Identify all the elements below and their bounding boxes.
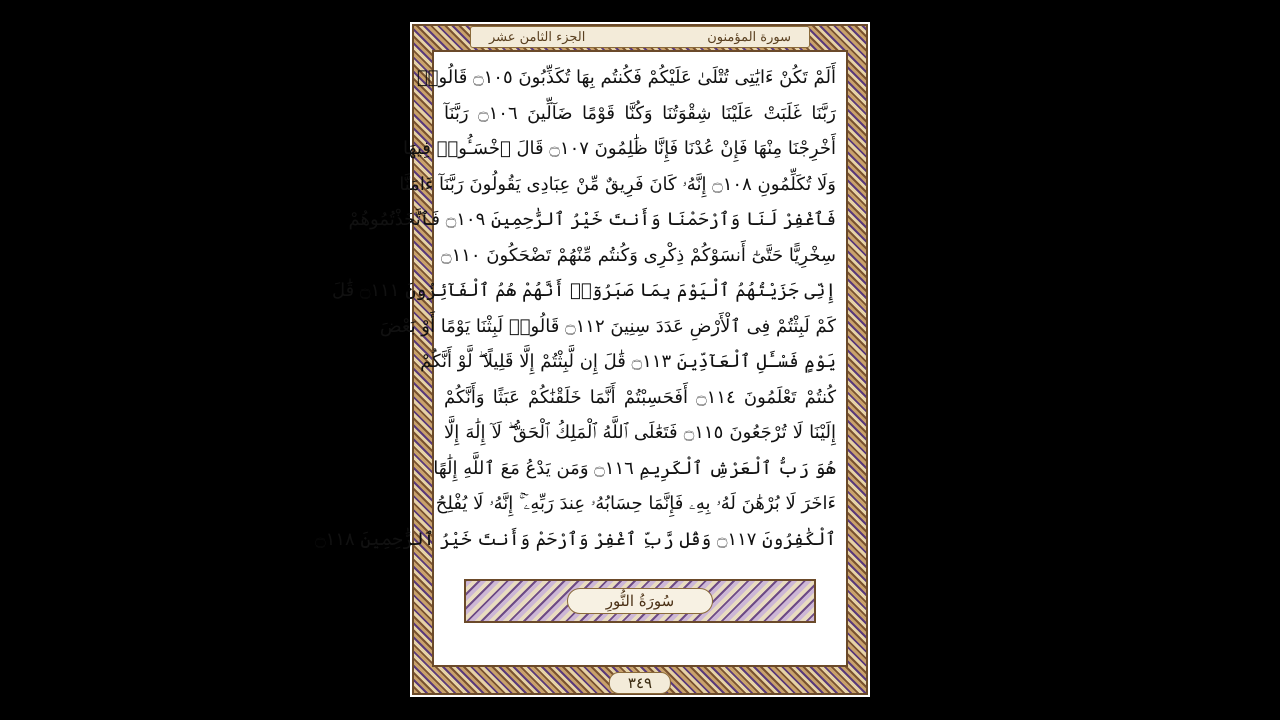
text-line-1: أَلَمْ تَكُنْ ءَايَٰتِى تُتْلَىٰ عَلَيْكُمْ فَكُنتُم بِهَا تُكَذِّبُونَ ۝١٠٥ قَالُوا۟ [416,67,836,88]
text-line-12: هُوَ رَبُّ ٱلْعَرْشِ ٱلْكَرِيمِ ۝١١٦ وَمَن يَدْعُ مَعَ ٱللَّهِ إِلَٰهًا [433,457,836,479]
text-line-9: يَوْمٍ فَسْـَٔلِ ٱلْعَآدِّينَ ۝١١٣ قَٰلَ إِن لَّبِثْتُمْ إِلَّا قَلِيلًا ۖ لَّوْ أَنَّكُمْ [420,351,836,372]
verse-text [315,60,837,557]
surah-banner [464,579,816,623]
page-header [470,26,810,48]
text-frame [315,50,848,667]
text-line-6: سِخْرِيًّا حَتَّىٰٓ أَنسَوْكُمْ ذِكْرِى وَكُنتُم مِّنْهُمْ تَضْحَكُونَ ۝١١٠ [441,244,836,266]
text-line-10: كُنتُمْ تَعْلَمُونَ ۝١١٤ أَفَحَسِبْتُمْ أَنَّمَا خَلَقْنَٰكُمْ عَبَثًا وَأَنَّكُمْ [444,386,837,408]
text-line-3: أَخْرِجْنَا مِنْهَا فَإِنْ عُدْنَا فَإِنَّا ظَٰلِمُونَ ۝١٠٧ قَالَ ٱخْسَـُٔوا۟ فِيهَا [403,138,836,159]
text-line-14: ٱلْكَٰفِرُونَ ۝١١٧ وَقُل رَّبِّ ٱغْفِرْ وَٱرْحَمْ وَأَنتَ خَيْرُ ٱلرَّٰحِمِينَ ۝١١٨ [315,528,836,550]
text-line-8: كَمْ لَبِثْتُمْ فِى ٱلْأَرْضِ عَدَدَ سِنِينَ ۝١١٢ قَالُوا۟ لَبِثْنَا يَوْمًا أَوْ بَعْضَ [379,315,836,337]
next-surah-title: سُورَةُ النُّورِ [567,588,713,614]
mushaf-page [315,22,870,697]
text-line-7: إِنِّى جَزَيْتُهُمُ ٱلْيَوْمَ بِمَا صَبَرُوٓا۟ أَنَّهُمْ هُمُ ٱلْفَآئِزُونَ ۝١١١ قَٰلَ [331,280,836,301]
text-line-11: إِلَيْنَا لَا تُرْجَعُونَ ۝١١٥ فَتَعَٰلَى ٱللَّهُ ٱلْمَلِكُ ٱلْحَقُّ ۖ لَآ إِلَٰهَ إِلَّا [444,422,836,443]
surah-label: سورة المؤمنون [707,29,791,45]
text-line-13: ءَاخَرَ لَا بُرْهَٰنَ لَهُۥ بِهِۦ فَإِنَّمَا حِسَابُهُۥ عِندَ رَبِّهِۦٓ ۚ إِنَّهُۥ لَا يُفْلِحُ [435,493,836,514]
page-number: ٣٤٩ [609,672,671,694]
text-line-2: رَبَّنَا غَلَبَتْ عَلَيْنَا شِقْوَتُنَا وَكُنَّا قَوْمًا ضَآلِّينَ ۝١٠٦ رَبَّنَآ [444,102,836,124]
text-line-5: فَٱغْفِرْ لَنَا وَٱرْحَمْنَا وَأَنتَ خَيْرُ ٱلرَّٰحِمِينَ ۝١٠٩ فَٱتَّخَذْتُمُوهُمْ [348,209,836,230]
juz-label: الجزء الثامن عشر [489,29,586,45]
text-line-4: وَلَا تُكَلِّمُونِ ۝١٠٨ إِنَّهُۥ كَانَ فَرِيقٌ مِّنْ عِبَادِى يَقُولُونَ رَبَّنَآ ءَامَنَّا [399,173,836,195]
